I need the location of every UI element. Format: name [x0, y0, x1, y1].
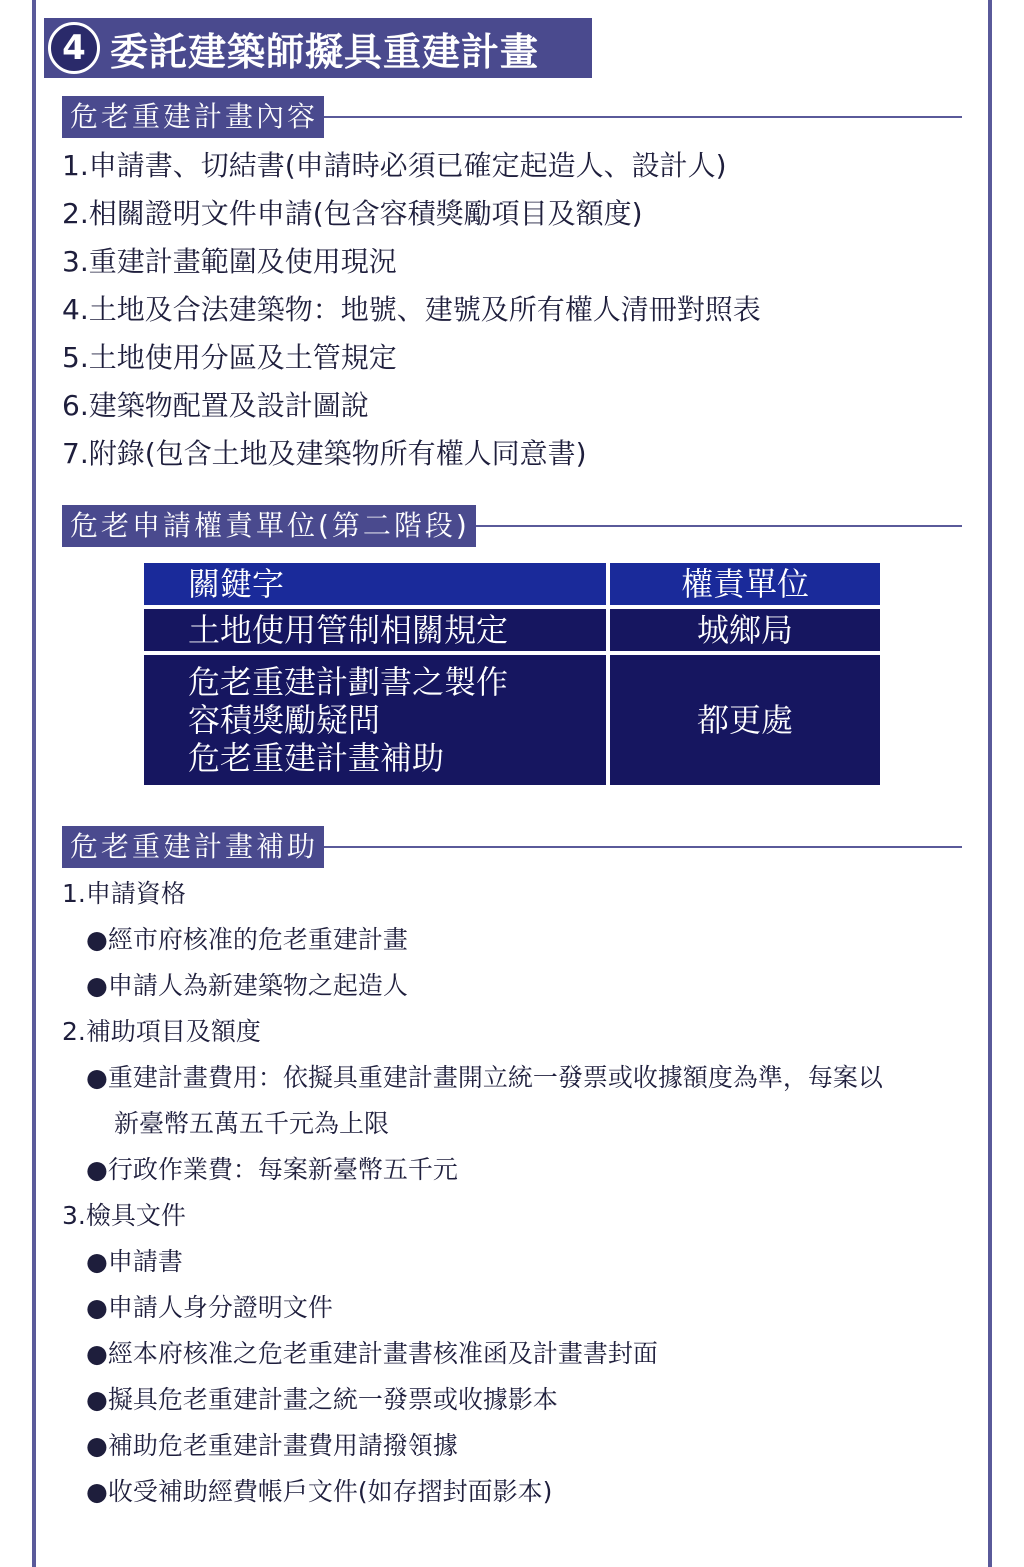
list-item: 4.土地及合法建築物：地號、建號及所有權人清冊對照表	[62, 293, 761, 326]
keyword-text: 危老重建計劃書之製作	[188, 663, 509, 701]
list-item: 1.申請書、切結書(申請時必須已確定起造人、設計人)	[62, 149, 727, 182]
bullet-continuation: 新臺幣五萬五千元為上限	[114, 1109, 390, 1138]
bullet-item: ●擬具危老重建計畫之統一發票或收據影本	[86, 1385, 558, 1414]
subsection-heading: 3.檢具文件	[62, 1201, 186, 1230]
list-item: 6.建築物配置及設計圖說	[62, 389, 369, 422]
bullet-item: ●經本府核准之危老重建計畫書核准函及計畫書封面	[86, 1339, 658, 1368]
table-cell-keyword	[144, 609, 606, 651]
step-number-badge: 4	[48, 22, 100, 74]
table-cell-unit: 都更處	[610, 655, 880, 785]
keyword-text: 土地使用管制相關規定	[188, 611, 509, 649]
table-header-keyword: 關鍵字	[144, 563, 606, 605]
section-header-subsidy	[62, 826, 962, 868]
bullet-item: ●經市府核准的危老重建計畫	[86, 925, 408, 954]
section-title: 危老申請權責單位(第二階段)	[62, 505, 476, 547]
table-header-unit: 權責單位	[610, 563, 880, 605]
right-frame-border	[988, 0, 992, 1567]
section-divider	[324, 846, 962, 848]
keyword-text: 容積獎勵疑問	[188, 701, 381, 739]
subsection-heading: 1.申請資格	[62, 879, 186, 908]
bullet-item: ●行政作業費：每案新臺幣五千元	[86, 1155, 458, 1184]
keyword-text: 危老重建計畫補助	[188, 739, 445, 777]
table-cell-unit: 城鄉局	[610, 609, 880, 651]
list-item: 7.附錄(包含土地及建築物所有權人同意書)	[62, 437, 587, 470]
section-header-plan-content	[62, 96, 962, 138]
list-item: 5.土地使用分區及土管規定	[62, 341, 397, 374]
main-title-banner	[44, 18, 592, 78]
section-divider	[476, 525, 962, 527]
subsection-heading: 2.補助項目及額度	[62, 1017, 261, 1046]
bullet-item: ●申請人為新建築物之起造人	[86, 971, 408, 1000]
bullet-item: ●重建計畫費用：依擬具重建計畫開立統一發票或收據額度為準，每案以	[86, 1063, 883, 1092]
left-frame-border	[32, 0, 36, 1567]
section-title: 危老重建計畫補助	[62, 826, 324, 868]
list-item: 2.相關證明文件申請(包含容積獎勵項目及額度)	[62, 197, 643, 230]
bullet-item: ●申請書	[86, 1247, 183, 1276]
bullet-item: ●申請人身分證明文件	[86, 1293, 333, 1322]
bullet-item: ●收受補助經費帳戶文件(如存摺封面影本)	[86, 1477, 553, 1506]
section-divider	[324, 116, 962, 118]
bullet-item: ●補助危老重建計畫費用請撥領據	[86, 1431, 458, 1460]
main-title: 委託建築師擬具重建計畫	[110, 29, 540, 74]
list-item: 3.重建計畫範圍及使用現況	[62, 245, 397, 278]
section-title: 危老重建計畫內容	[62, 96, 324, 138]
section-header-responsible-units	[62, 505, 962, 547]
table-cell-keyword	[144, 655, 606, 785]
